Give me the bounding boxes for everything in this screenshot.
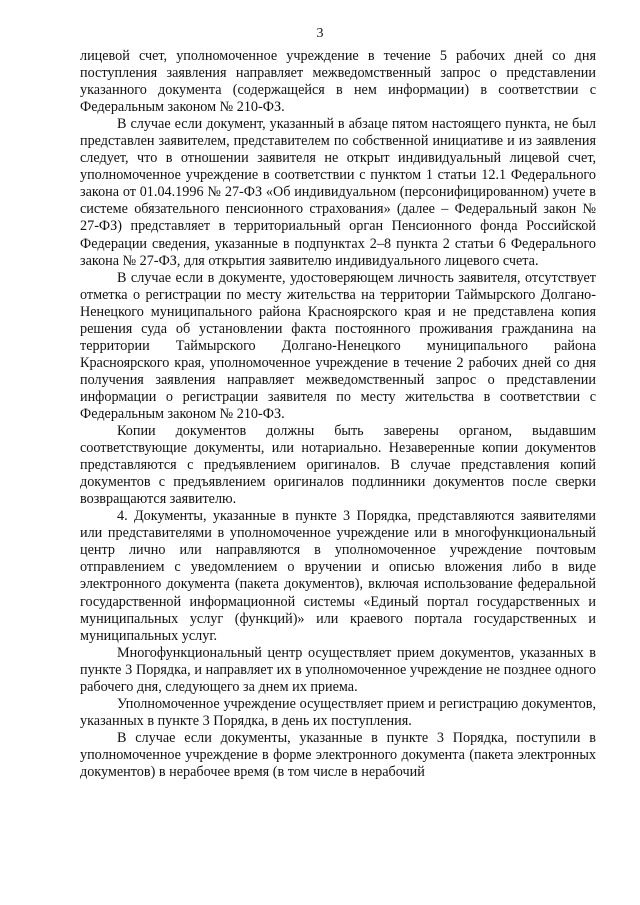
paragraph-mfc-forwarding: Многофункциональный центр осуществляет прием документов, указанных в пункте 3 Порядка, и направляет их в уполномоченное учреждение не позднее одного рабочего дня, следующего за днем их приема. xyxy=(80,644,596,695)
page-number: 3 xyxy=(316,26,324,41)
paragraph-item-4-submission: 4. Документы, указанные в пункте 3 Порядка, представляются заявителями или представителями в уполномоченное учреждение или в многофункциональный центр лично или направляются в уполномоченное учреждение почтовым отправлением с уведомлением о вручении и описью вложения либо в виде электронного документа (пакета документов), включая использование федеральной государственной информационной системы «Единый портал государственных и муниципальных услуг (функций)» или краевого портала государственных и муниципальных услуг. xyxy=(80,508,596,644)
paragraph-continued: лицевой счет, уполномоченное учреждение в течение 5 рабочих дней со дня поступления заявления направляет межведомственный запрос о представлении указанного документа (содержащейся в нем информации) в соответствии с Федеральным законом № 210-ФЗ. xyxy=(80,48,596,116)
document-body xyxy=(80,48,596,781)
paragraph-registration-check: В случае если в документе, удостоверяющем личность заявителя, отсутствует отметка о регистрации по месту жительства на территории Таймырского Долгано-Ненецкого муниципального района Красноярского края и не представлена копия решения суда об установлении факта постоянного проживания гражданина на территории Таймырского Долгано-Ненецкого муниципального района Красноярского края, уполномоченное учреждение в течение 2 рабочих дней со дня получения заявления направляет межведомственный запрос о представлении информации о регистрации заявителя по месту жительства в соответствии с Федеральным законом № 210-ФЗ. xyxy=(80,269,596,422)
paragraph-document-copies: Копии документов должны быть заверены органом, выдавшим соответствующие документы, или нотариально. Незаверенные копии документов представляются с предъявлением оригиналов. В случае представления копий документов с предъявлением оригиналов подлинники документов после сверки возвращаются заявителю. xyxy=(80,423,596,508)
paragraph-electronic-nonworking-time: В случае если документы, указанные в пункте 3 Порядка, поступили в уполномоченное учреждение в форме электронного документа (пакета электронных документов) в нерабочее время (в том числе в нерабочий xyxy=(80,729,596,780)
paragraph-registration-of-documents: Уполномоченное учреждение осуществляет прием и регистрацию документов, указанных в пункте 3 Порядка, в день их поступления. xyxy=(80,695,596,729)
paragraph-unopened-account: В случае если документ, указанный в абзаце пятом настоящего пункта, не был представлен заявителем, представителем по собственной инициативе и из заявления следует, что в отношении заявителя не открыт индивидуальный лицевой счет, уполномоченное учреждение в соответствии с пунктом 1 статьи 12.1 Федерального закона от 01.04.1996 № 27-ФЗ «Об индивидуальном (персонифицированном) учете в системе обязательного пенсионного страхования» (далее – Федеральный закон № 27-ФЗ) представляет в территориальный орган Пенсионного фонда Российской Федерации сведения, указанные в подпунктах 2–8 пункта 2 статьи 6 Федерального закона № 27-ФЗ, для открытия заявителю индивидуального лицевого счета. xyxy=(80,116,596,269)
